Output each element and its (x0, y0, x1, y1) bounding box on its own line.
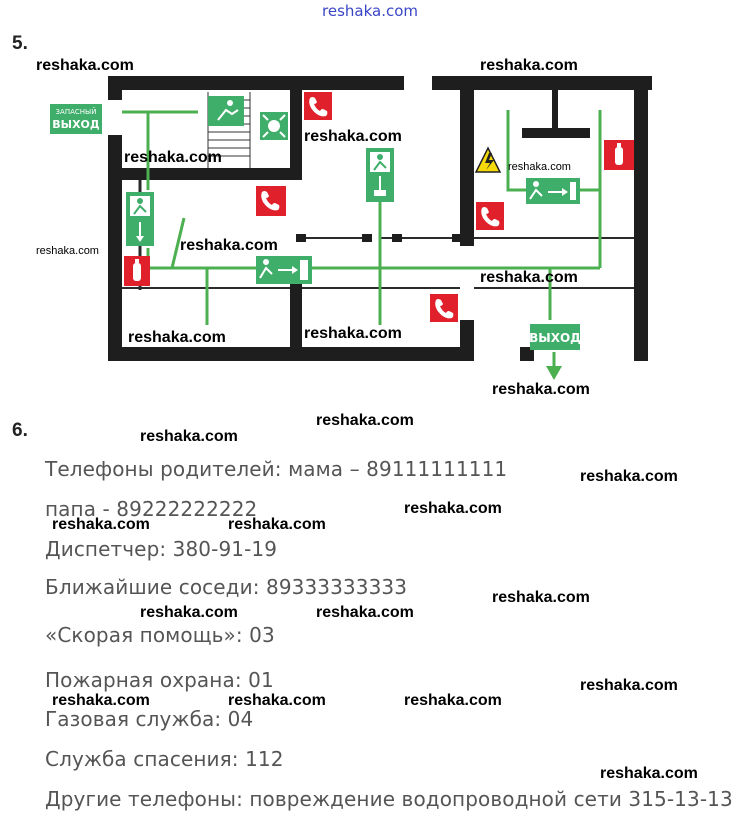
emergency-exit-label-2: ВЫХОД (52, 118, 100, 131)
exit-sign (529, 324, 581, 350)
watermark: reshaka.com (36, 245, 99, 257)
running-man-icon (126, 192, 154, 246)
exit-label: ВЫХОД (529, 331, 581, 345)
task-6-number: 6. (12, 420, 28, 441)
watermark: reshaka.com (600, 765, 698, 782)
watermark: reshaka.com (140, 428, 238, 445)
text-line: Диспетчер: 380-91-19 (45, 537, 278, 561)
top-watermark[interactable]: reshaka.com (322, 2, 418, 20)
watermark: reshaka.com (52, 692, 150, 709)
emergency-exit-label-1: ЗАПАСНЫЙ (55, 108, 97, 116)
fire-extinguisher-icon (124, 256, 150, 286)
watermark: reshaka.com (316, 604, 414, 621)
phone-icon (476, 202, 504, 230)
watermark: reshaka.com (492, 381, 590, 398)
watermark: reshaka.com (128, 329, 226, 346)
watermark: reshaka.com (304, 325, 402, 342)
running-man-icon (366, 148, 394, 202)
running-man-icon (256, 256, 312, 284)
watermark: reshaka.com (508, 161, 571, 173)
running-man-icon (208, 96, 244, 126)
text-line: Служба спасения: 112 (45, 747, 284, 771)
text-line: Газовая служба: 04 (45, 707, 254, 731)
watermark: reshaka.com (36, 57, 134, 74)
watermark: reshaka.com (140, 604, 238, 621)
running-man-icon (526, 178, 580, 204)
watermark: reshaka.com (228, 692, 326, 709)
watermark: reshaka.com (52, 516, 150, 533)
text-line: «Скорая помощь»: 03 (45, 623, 275, 647)
text-line: Ближайшие соседи: 89333333333 (45, 575, 408, 599)
watermark: reshaka.com (580, 677, 678, 694)
phone-icon (304, 92, 332, 120)
phone-icon (256, 186, 286, 216)
watermark: reshaka.com (316, 412, 414, 429)
fire-alarm-icon (260, 112, 288, 140)
watermark: reshaka.com (492, 589, 590, 606)
text-line: Телефоны родителей: мама – 89111111111 (45, 457, 508, 481)
watermark: reshaka.com (404, 500, 502, 517)
watermark: reshaka.com (404, 692, 502, 709)
watermark: reshaka.com (580, 468, 678, 485)
watermark: reshaka.com (480, 269, 578, 286)
watermark: reshaka.com (480, 57, 578, 74)
emergency-exit-sign (50, 104, 102, 134)
fire-extinguisher-icon (604, 140, 634, 170)
watermark: reshaka.com (228, 516, 326, 533)
text-line: Другие телефоны: повреждение водопроводной сети 315-13-13 (45, 787, 733, 811)
high-voltage-icon (476, 148, 500, 172)
text-line: Пожарная охрана: 01 (45, 668, 274, 692)
task-5-number: 5. (12, 33, 28, 54)
watermark: reshaka.com (304, 128, 402, 145)
text-line: папа - 89222222222 (45, 497, 258, 521)
phone-icon (430, 294, 458, 322)
watermark: reshaka.com (180, 237, 278, 254)
watermark: reshaka.com (124, 149, 222, 166)
exit-arrow (546, 352, 562, 380)
